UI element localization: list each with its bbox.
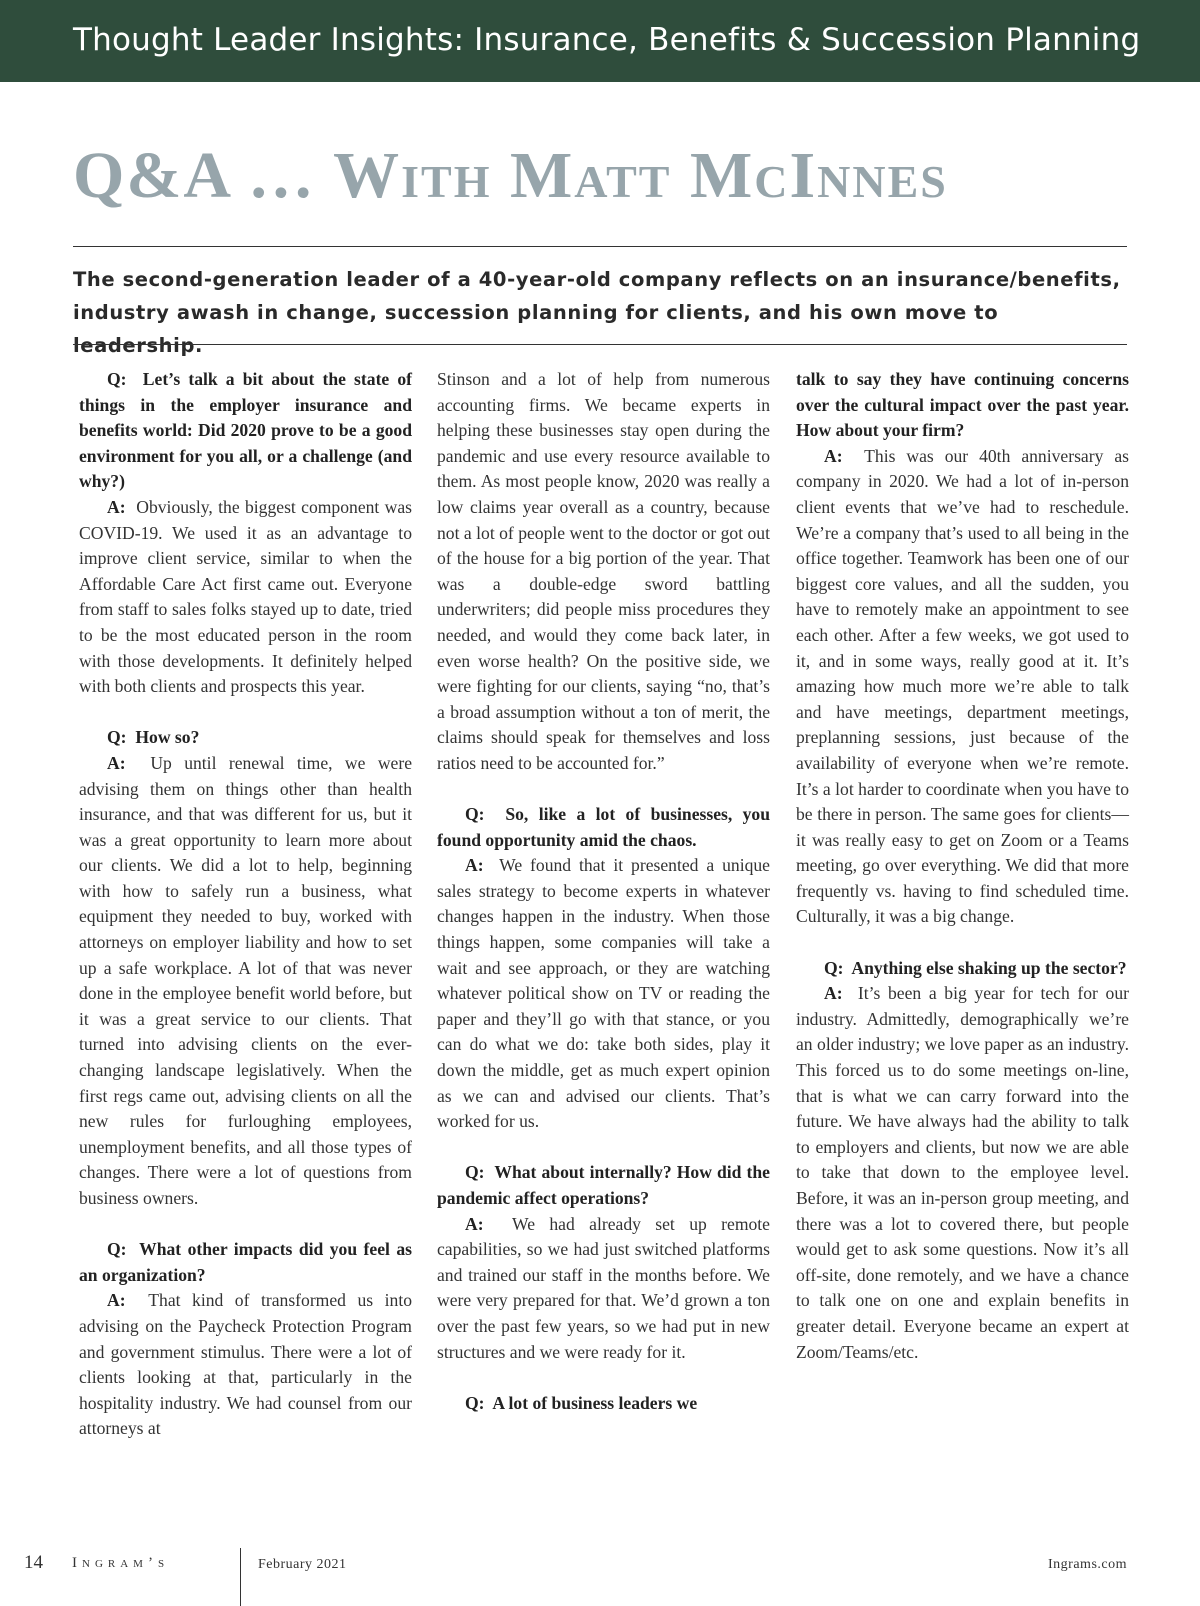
question-text: So, like a lot of businesses, you found opportunity amid the chaos.	[437, 804, 771, 850]
section-banner	[0, 0, 1200, 82]
answer-label: A:	[824, 983, 843, 1004]
answer-paragraph	[796, 981, 1129, 1365]
question-label: Q:	[107, 727, 127, 748]
answer-paragraph	[796, 444, 1129, 930]
issue-date: February 2021	[258, 1557, 347, 1572]
column-1	[79, 367, 412, 1442]
question-label: Q:	[824, 957, 844, 978]
question-text: Anything else shaking up the sector?	[851, 957, 1127, 978]
question-label: Q:	[107, 369, 127, 389]
divider-bottom	[73, 344, 1127, 345]
answer-paragraph	[79, 495, 412, 700]
answer-label: A:	[824, 445, 843, 466]
question-paragraph	[437, 1160, 770, 1211]
answer-text: Up until renewal time, we were advising them on things other than health insurance, and that was different for us, but it was a great opportunity to learn more about our clients. We did a lot to help, beginning with how to safely run a business, what equipment they needed to buy, worked with attorneys on employer liability and how to set up a safe workplace. A lot of that was never done in the employee benefit world before, but it was a great service to our clients. That turned into advising clients on the ever-changing landscape legislatively. When the first regs came out, advising clients on all the new rules for furloughing employees, unemployment benefits, and all those types of changes. There were a lot of questions from business owners.	[79, 752, 413, 1208]
question-text: How so?	[135, 727, 200, 748]
answer-text: It’s been a big year for tech for our industry. Admittedly, demographically we’re an older industry; we love paper as an industry. This forced us to do some meetings on-line, that is what we can carry forward into the future. We have always had the ability to talk to employers and clients, but now we are able to take that down to the employee level. Before, it was an in-person group meeting, and there was a lot to covered there, but people would get to ask some questions. Now it’s all off-site, done remotely, and we have a chance to talk one on one and explain benefits in greater detail. Everyone became an expert at Zoom/Teams/etc.	[796, 983, 1130, 1362]
question-text: Let’s talk a bit about the state of things in the employer insurance and benefits world: Did 2020 prove to be a good environment for you all, or a challenge (and why?)	[79, 369, 413, 492]
question-text: What other impacts did you feel as an organization?	[79, 1239, 412, 1285]
article-deck	[73, 263, 1133, 362]
deck-line-2: industry awash in change, succession planning for clients, and his own move to leadership.	[73, 301, 999, 357]
question-text: A lot of business leaders we	[492, 1392, 698, 1413]
question-text: What about internally? How did the pandemic affect operations?	[437, 1162, 770, 1208]
question-continuation: talk to say they have continuing concerns over the cultural impact over the past year. How about your firm?	[796, 369, 1129, 441]
column-3	[796, 367, 1129, 1365]
question-paragraph	[437, 1391, 770, 1417]
answer-text: That kind of transformed us into advising on the Paycheck Protection Program and government stimulus. There were a lot of clients looking at that, particularly in the hospitality industry. We had counsel from our attorneys at	[79, 1290, 413, 1439]
answer-paragraph	[437, 1212, 770, 1366]
answer-label: A:	[107, 1290, 126, 1311]
answer-paragraph	[79, 1288, 412, 1442]
footer-divider	[240, 1548, 241, 1606]
answer-text: Obviously, the biggest component was COVID-19. We used it as an advantage to improve client service, similar to when the Affordable Care Act first came out. Everyone from staff to sales folks stayed up to date, tried to be the most educated person in the room with those developments. It definitely helped with both clients and prospects this year.	[79, 496, 413, 697]
answer-label: A:	[107, 752, 126, 773]
answer-continuation: Stinson and a lot of help from numerous accounting firms. We became experts in helping these businesses stay open during the pandemic and use every resource available to them. As most people know, 2020 was really a low claims year overall as a country, because not a lot of people went to the doctor or got out of the house for a big portion of the year. That was a double-edge sword battling underwriters; did people miss procedures they needed, and would they come back later, in even worse health? On the positive side, we were fighting for our clients, saying “no, that’s a broad assumption without a ton of merit, the claims should speak for themselves and loss ratios need to be accounted for.”	[437, 369, 770, 773]
question-label: Q:	[465, 804, 485, 825]
deck-line-1: The second-generation leader of a 40-year-old company reflects on an insurance/benefits,	[73, 268, 1121, 291]
answer-text: We found that it presented a unique sales strategy to become experts in whatever changes happen in the industry. When those things happen, some companies will take a wait and see approach, or they are watching whatever political show on TV or reading the paper and they’ll go with that stance, or you can do what we do: take both sides, play it down the middle, get as much expert opinion as we can and advised our clients. That’s worked for us.	[437, 855, 770, 1132]
column-2	[437, 367, 770, 1416]
magazine-name: Ingram’s	[72, 1555, 170, 1571]
answer-text: We had already set up remote capabilities, so we had just switched platforms and trained our staff in the months before. We were very prepared for that. We’d grown a ton over the past few years, so we had put in new structures and we were ready for it.	[437, 1213, 770, 1362]
section-banner-title: Thought Leader Insights: Insurance, Benefits & Succession Planning	[73, 22, 1141, 58]
question-paragraph	[79, 725, 412, 751]
answer-label: A:	[107, 496, 126, 517]
question-paragraph	[79, 367, 412, 495]
answer-label: A:	[465, 1213, 484, 1234]
question-label: Q:	[465, 1392, 485, 1413]
question-label: Q:	[465, 1162, 485, 1183]
question-paragraph	[437, 802, 770, 853]
divider-top	[73, 246, 1127, 247]
question-paragraph	[79, 1237, 412, 1288]
answer-text: This was our 40th anniversary as company in 2020. We had a lot of in-person client events that we’ve had to reschedule. We’re a company that’s used to all being in the office together. Teamwork has been one of our biggest core values, and all the sudden, you have to remotely make an appointment to see each other. After a few weeks, we got used to it, and in some ways, really good at it. It’s amazing how much more we’re able to talk and have meetings, department meetings, preplanning sessions, just because of the availability of everyone when we’re remote. It’s a lot harder to coordinate when you have to be there in person. The same goes for clients—it was really easy to get on Zoom or a Teams meeting, go over everything. We did that more frequently vs. having to find scheduled time. Culturally, it was a big change.	[796, 445, 1129, 927]
question-paragraph	[796, 956, 1129, 982]
answer-label: A:	[465, 855, 484, 876]
answer-paragraph	[437, 853, 770, 1135]
answer-paragraph	[79, 751, 412, 1212]
page-number: 14	[24, 1552, 43, 1573]
question-label: Q:	[107, 1239, 127, 1260]
website-link[interactable]: Ingrams.com	[1048, 1557, 1127, 1572]
article-title: Q&A … With Matt McInnes	[73, 139, 948, 212]
